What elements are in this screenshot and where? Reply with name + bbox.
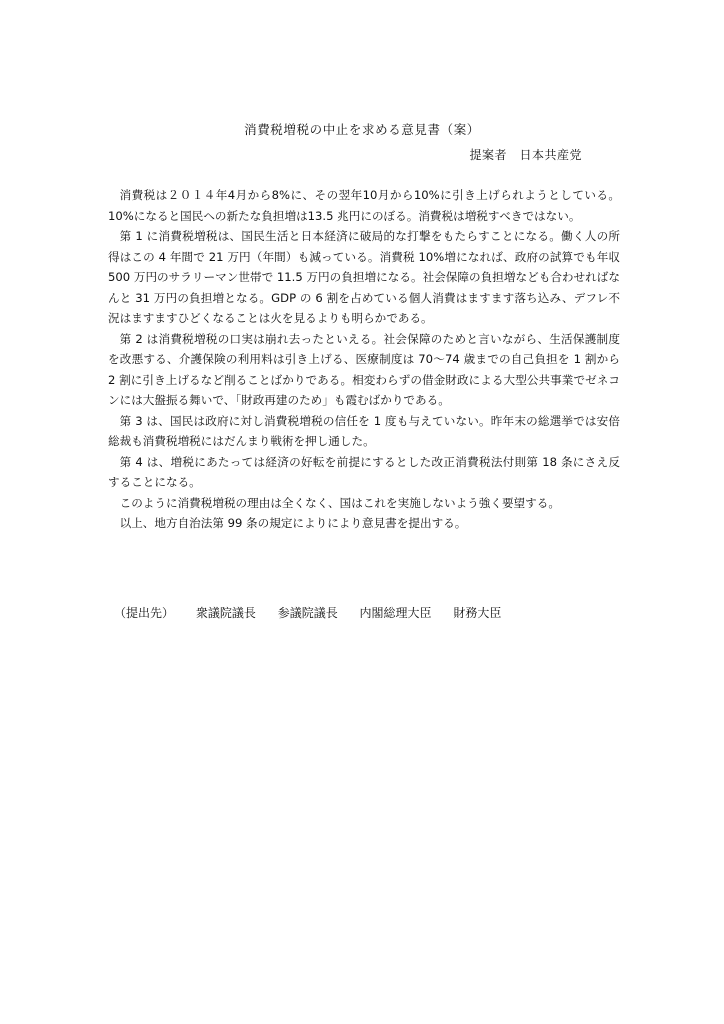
document-title: 消費税増税の中止を求める意見書（案）	[244, 122, 480, 137]
recipient-prime-minister: 内閣総理大臣	[359, 606, 432, 620]
point-1-paragraph: 第 1 に消費税増税は、国民生活と日本経済に破局的な打撃をもたらすことになる。働く人の所得はこの 4 年間で 21 万円（年間）も減っている。消費税 10%増になれば、政府の試算でも年収 500 万円のサラリーマン世帯で 11.5 万円の負担増になる。社会保障の負担増なども合わせればなんと 31 万円の負担増となる。GDP の 6 割を占めている個人消費はますます落ち込み、デフレ不況はますますひどくなることは火を見るよりも明らかである。	[108, 229, 621, 325]
point-4-paragraph: 第 4 は、増税にあたっては経済の好転を前提にするとした改正消費税法付則第 18 条にさえ反することになる。	[108, 454, 620, 489]
recipient-finance-minister: 財務大臣	[453, 606, 502, 620]
intro-paragraph: 消費税は２０１４年4月から8%に、その翌年10月から10%に引き上げられようとしている。10%になると国民への新たな負担増は13.5 兆円にのぼる。消費税は増税すべきではない。	[108, 188, 620, 223]
recipient-upper-house-president: 参議院議長	[277, 606, 338, 620]
submission-line	[114, 604, 501, 621]
recipient-lower-house-speaker: 衆議院議長	[195, 606, 256, 620]
proposer-line: 提案者 日本共産党	[469, 148, 582, 162]
point-2-paragraph: 第 2 は消費税増税の口実は崩れ去ったといえる。社会保障のためと言いながら、生活保護制度を改悪する、介護保険の利用料は引き上げる、医療制度は 70～74 歳までの自己負担を 1 割から 2 割に引き上げるなど削ることばかりである。相変わらずの借金財政による大型公共事業でゼネコンには大盤振る舞いで、「財政再建のため」も霞むばかりである。	[108, 331, 620, 407]
submission-label: （提出先）	[114, 606, 175, 620]
point-3-paragraph: 第 3 は、国民は政府に対し消費税増税の信任を 1 度も与えていない。昨年末の総選挙では安倍総裁も消費税増税にはだんまり戦術を押し通した。	[108, 413, 620, 448]
request-paragraph: このように消費税増税の理由は全くなく、国はこれを実施しないよう強く要望する。	[119, 495, 560, 510]
document-body	[108, 185, 620, 534]
closing-paragraph: 以上、地方自治法第 99 条の規定によりにより意見書を提出する。	[119, 516, 467, 530]
